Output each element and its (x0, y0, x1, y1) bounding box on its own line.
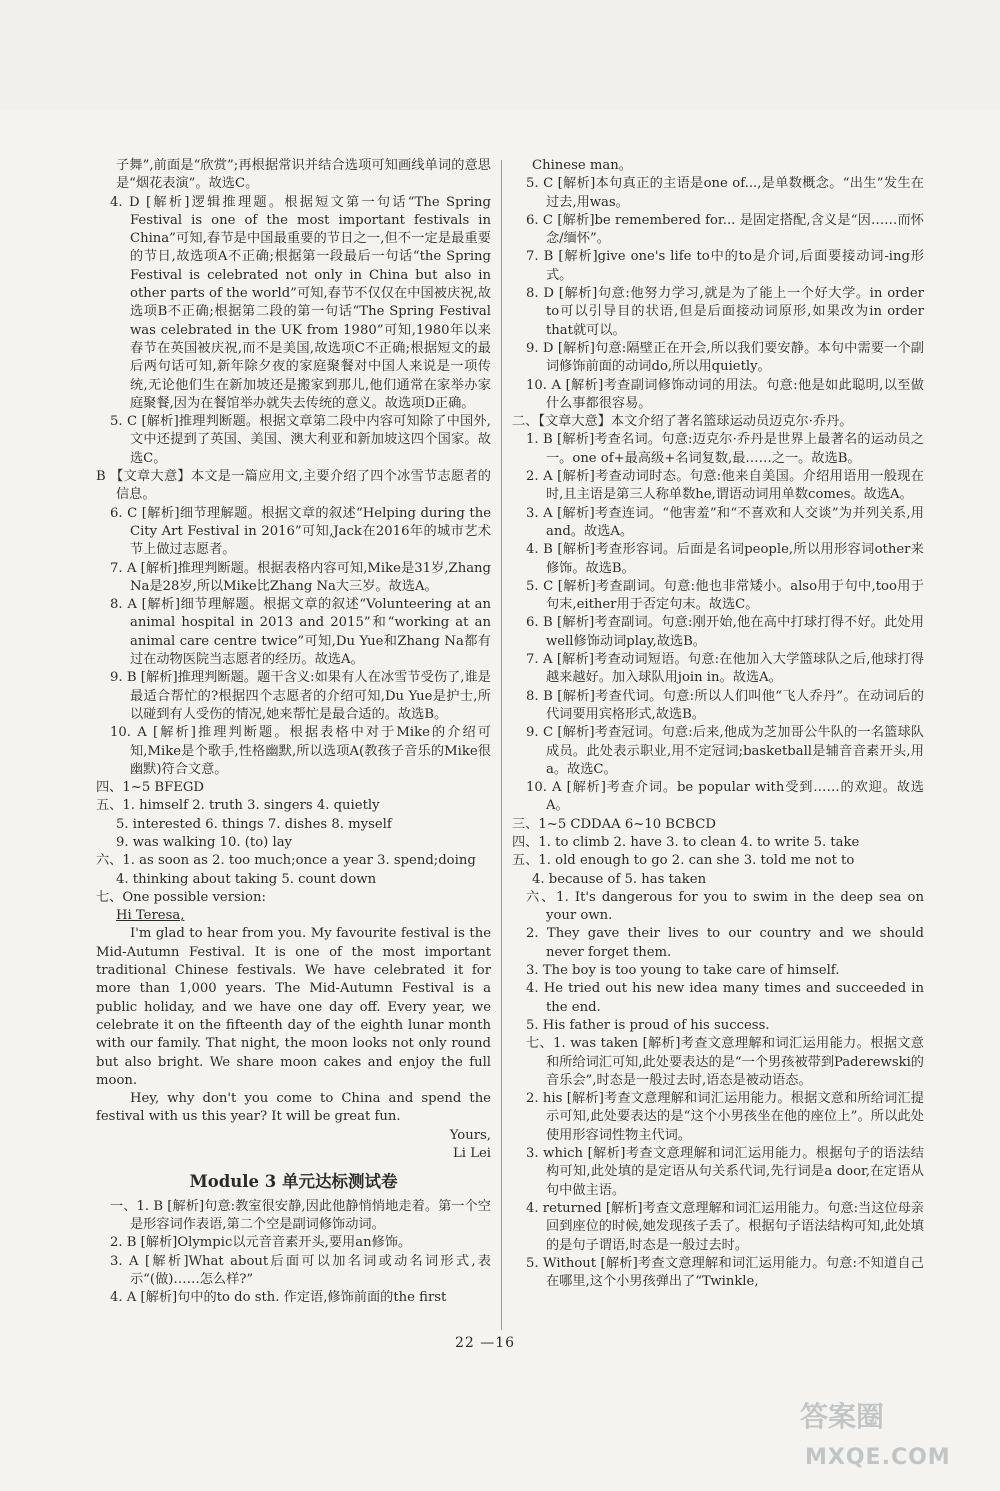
text-paragraph: 9. D [解析]句意:隔壁正在开会,所以我们要安静。本句中需要一个副词修饰前面的动词do,所以用quietly。 (526, 340, 924, 375)
text-paragraph: 4. because of 5. has taken (532, 871, 707, 887)
text-paragraph: 四、1~5 BFEGD (96, 780, 204, 796)
page-number: 22 —16 (455, 1335, 516, 1351)
column-divider (501, 160, 502, 1330)
text-paragraph: B 【文章大意】本文是一篇应用文,主要介绍了四个冰雪节志愿者的信息。 (96, 469, 491, 503)
text-paragraph: 10. A [解析]考查介词。be popular with受到……的欢迎。故选A。 (526, 780, 924, 814)
text-paragraph: Yours, (449, 1127, 491, 1143)
text-paragraph: 3. which [解析]考查文意理解和词汇运用能力。根据句子的语法结构可知,此处填的是定语从句关系代词,先行词是a door,在定语从句中做主语。 (526, 1146, 924, 1198)
text-paragraph: 五、1. old enough to go 2. can she 3. told me not to (512, 853, 855, 869)
text-paragraph: I'm glad to hear from you. My favourite festival is the Mid-Autumn Festival. It is one of the most important traditional Chinese festivals. We have celebrated it for more than 1,000 years. The Mid-Autumn Festival is a public holiday, and we have one day off. Every year, we celebrate it on the fifteenth day of the eighth lunar month with our family. That night, the moon looks not only round but also bright. We share moon cakes and enjoy the full moon. (96, 926, 491, 1088)
text-paragraph: Li Lei (453, 1146, 491, 1162)
watermark-text: 答案圈 (800, 1400, 885, 1433)
text-paragraph: 8. B [解析]考查代词。句意:所以人们叫他“飞人乔丹”。在动词后的代词要用宾格形式,故选B。 (526, 688, 924, 722)
text-paragraph: 4. A [解析]句中的to do sth. 作定语,修饰前面的the first (110, 1290, 447, 1306)
text-paragraph: 4. D [解析]逻辑推理题。根据短文第一句话“The Spring Festival is one of the most important festivals in China”可知,春节是中国最重要的节日之一,但不一定是最重要的节日,故选项A不正确;根据第一段最后一句话“the Spring Festival is celebrated not only in China but also in other parts of the world”可知,春节不仅仅在中国被庆祝,故选项B不正确;根据第二段的第一句话“The Spring Festival was celebrated in the UK from 1980”可知,1980年以来春节在英国被庆祝,而不是美国,故选项C不正确;根据短文的最后两句话可知,新年除夕夜的家庭聚餐对中国人来说是一项传统,无论他们生在新加坡还是搬家到那儿,他们通常在家举办家庭聚餐,因为在餐馆举办就失去传统的意义。故选项D正确。 (110, 194, 491, 411)
text-paragraph: 7. B [解析]give one's life to中的to是介词,后面要接动词-ing形式。 (526, 249, 924, 283)
text-paragraph: Hey, why don't you come to China and spend the festival with us this year? It will be great fun. (96, 1091, 491, 1125)
text-paragraph: 五、1. himself 2. truth 3. singers 4. quietly (96, 798, 380, 814)
text-paragraph: 6. C [解析]细节理解题。根据文章的叙述“Helping during the City Art Festival in 2016”可知,Jack在2016年的城市艺术节上做过志愿者。 (110, 505, 491, 558)
text-paragraph: Chinese man。 (532, 158, 632, 173)
text-paragraph: 一、1. B [解析]句意:教室很安静,因此他静悄悄地走着。第一个空是形容词作表语,第二个空是副词修饰动词。 (110, 1198, 491, 1232)
text-paragraph: 七、One possible version: (96, 889, 266, 905)
left-column (96, 157, 491, 1307)
text-paragraph: 10. A [解析]推理判断题。根据表格中对于Mike的介绍可知,Mike是个歌手,性格幽默,所以选项A(教孩子音乐的Mike很幽默)符合文意。 (110, 725, 491, 777)
watermark-logo (800, 1395, 980, 1485)
text-paragraph: 7. A [解析]推理判断题。根据表格内容可知,Mike是31岁,Zhang Na是28岁,所以Mike比Zhang Na大三岁。故选A。 (110, 560, 491, 594)
watermark-url: MXQE.COM (805, 1445, 951, 1470)
text-paragraph: 5. C [解析]推理判断题。根据文章第二段中内容可知除了中国外,文中还提到了英国、美国、澳大利亚和新加坡这四个国家。故选C。 (110, 414, 491, 466)
text-paragraph: 3. A [解析]What about后面可以加名词或动名词形式,表示“(做)……怎么样?” (110, 1253, 491, 1287)
text-paragraph: 子舞”,前面是“欣赏”;再根据常识并结合选项可知画线单词的意思是“烟花表演”。故选C。 (116, 158, 491, 192)
text-paragraph: 8. D [解析]句意:他努力学习,就是为了能上一个好大学。in order to可以引导目的状语,但是后面接动词原形,如果改为in order that就可以。 (526, 286, 924, 338)
text-paragraph: 六、1. It's dangerous for you to swim in the deep sea on your own. (526, 889, 924, 924)
text-paragraph: 4. He tried out his new idea many times and succeeded in the end. (526, 981, 924, 1015)
text-paragraph: 5. His father is proud of his success. (526, 1017, 770, 1033)
text-paragraph: 9. was walking 10. (to) lay (116, 834, 293, 850)
text-paragraph: 2. his [解析]考查文意理解和词汇运用能力。根据文意和所给词汇提示可知,此处要表达的是“这个小男孩坐在他的座位上”。所以此处使用形容词性物主代词。 (526, 1091, 924, 1143)
text-paragraph: 5. interested 6. things 7. dishes 8. myself (116, 816, 392, 832)
text-paragraph: 3. A [解析]考查连词。“他害羞”和“不喜欢和人交谈”为并列关系,用and。故选A。 (526, 505, 924, 539)
right-column (512, 157, 924, 1291)
text-paragraph: 9. B [解析]推理判断题。题干含义:如果有人在冰雪节受伤了,谁是最适合帮忙的?根据四个志愿者的介绍可知,Du Yue是护士,所以碰到有人受伤的情况,她来帮忙是最合适的。故选B。 (110, 670, 491, 722)
text-paragraph: 5. C [解析]本句真正的主语是one of...,是单数概念。“出生”发生在过去,用was。 (526, 176, 924, 210)
text-paragraph: 1. B [解析]考查名词。句意:迈克尔·乔丹是世界上最著名的运动员之一。one of+最高级+名词复数,最……之一。故选B。 (526, 432, 924, 466)
text-paragraph: 2. They gave their lives to our country and we should never forget them. (526, 926, 924, 960)
text-paragraph: 2. A [解析]考查动词时态。句意:他来自美国。介绍用语用一般现在时,且主语是第三人称单数he,谓语动词用单数comes。故选A。 (526, 469, 924, 503)
text-paragraph: 4. B [解析]考查形容词。后面是名词people,所以用形容词other来修饰。故选B。 (526, 542, 924, 576)
text-paragraph: 4. thinking about taking 5. count down (116, 871, 377, 887)
text-paragraph: 8. A [解析]细节理解题。根据文章的叙述“Volunteering at an animal hospital in 2013 and 2015”和“working at an animal care centre twice”可知,Du Yue和Zhang Na都有过在动物医院当志愿者的经历。故选A。 (110, 597, 491, 668)
text-paragraph: 三、1~5 CDDAA 6~10 BCBCD (512, 816, 716, 832)
text-paragraph: 3. The boy is too young to take care of himself. (526, 963, 840, 979)
text-paragraph: Hi Teresa, (116, 908, 185, 924)
text-paragraph: 6. B [解析]考查副词。句意:刚开始,他在高中打球打得不好。此处用well修饰动词play,故选B。 (526, 615, 924, 649)
text-paragraph: 二、【文章大意】本文介绍了著名篮球运动员迈克尔·乔丹。 (512, 414, 853, 430)
section-title: Module 3 单元达标测试卷 (189, 1172, 398, 1192)
text-paragraph: 5. Without [解析]考查文意理解和词汇运用能力。句意:不知道自己在哪里,这个小男孩弹出了“Twinkle, (526, 1255, 924, 1290)
text-paragraph: 四、1. to climb 2. have 3. to clean 4. to write 5. take (512, 834, 860, 850)
text-paragraph: 4. returned [解析]考查文意理解和词汇运用能力。句意:当这位母亲回到座位的时候,她发现孩子丢了。根据句子语法结构可知,此处填的是句子谓语,时态是一般过去时。 (526, 1200, 924, 1253)
text-paragraph: 10. A [解析]考查副词修饰动词的用法。句意:他是如此聪明,以至做什么事都很容易。 (526, 377, 924, 411)
text-paragraph: 9. C [解析]考查冠词。句意:后来,他成为芝加哥公牛队的一名篮球队成员。此处表示职业,用不定冠词;basketball是辅音音素开头,用a。故选C。 (526, 725, 924, 777)
text-paragraph: 七、1. was taken [解析]考查文意理解和词汇运用能力。根据文意和所给词汇可知,此处要表达的是“一个男孩被带到Paderewski的音乐会”,时态是一般过去时,语态是被动语态。 (526, 1036, 924, 1088)
text-paragraph: 5. C [解析]考查副词。句意:他也非常矮小。also用于句中,too用于句末,either用于否定句末。故选C。 (526, 578, 924, 613)
text-paragraph: 7. A [解析]考查动词短语。句意:在他加入大学篮球队之后,他球打得越来越好。加入球队用join in。故选A。 (526, 652, 924, 686)
text-paragraph: 六、1. as soon as 2. too much;once a year 3. spend;doing (96, 853, 476, 869)
text-paragraph: 6. C [解析]be remembered for... 是固定搭配,含义是“因……而怀念/缅怀”。 (526, 212, 924, 247)
text-paragraph: 2. B [解析]Olympic以元音音素开头,要用an修饰。 (110, 1235, 412, 1251)
